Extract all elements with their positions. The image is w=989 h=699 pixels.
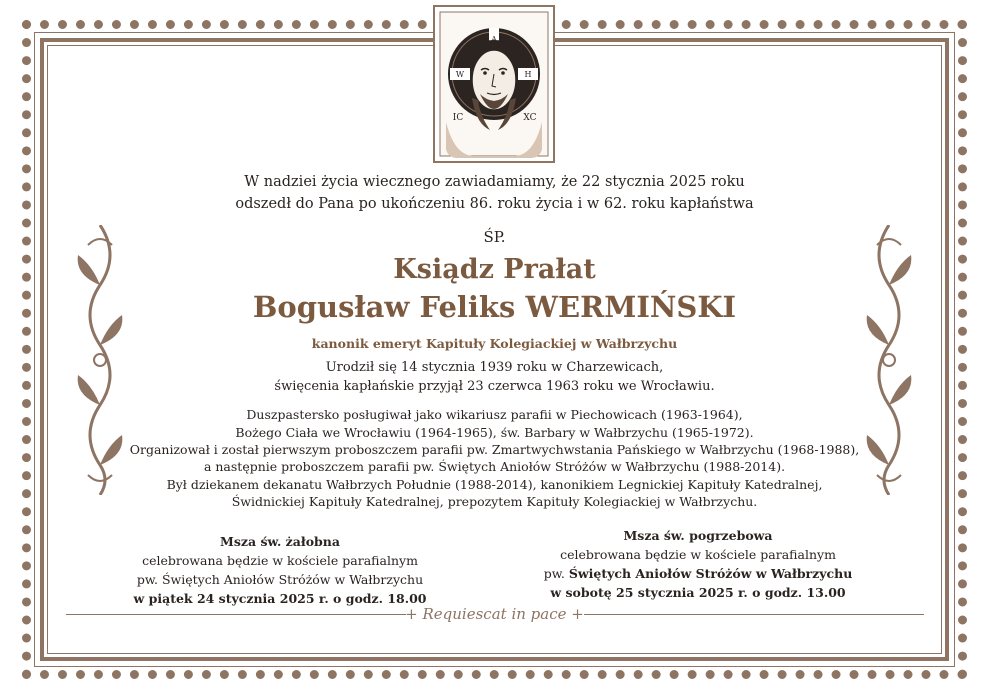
bio-service-line: Organizował i został pierwszym proboszczem parafii pw. Zmartwychwstania Pańskiego w Wałbrzychu (1968-1988),	[129, 442, 860, 457]
requiescat-in-pace: + Requiescat in pace +	[405, 605, 584, 623]
mass-funeral-block	[110, 532, 450, 608]
deceased-name: Bogusław Feliks WERMIŃSKI	[252, 290, 737, 324]
deceased-role: kanonik emeryt Kapituły Kolegiackiej w Wałbrzychu	[311, 336, 678, 351]
sp-prefix: ŚP.	[483, 228, 506, 246]
mass-burial-parish-name: Świętych Aniołów Stróżów w Wałbrzychu	[568, 566, 853, 581]
mass-burial-heading: Msza św. pogrzebowa	[623, 528, 773, 543]
mass-funeral-church-line: celebrowana będzie w kościele parafialnym	[142, 553, 418, 568]
svg-text:IC: IC	[452, 113, 464, 123]
svg-text:XC: XC	[523, 113, 537, 123]
mass-funeral-heading: Msza św. żałobna	[220, 534, 340, 549]
bio-birth-1: Urodził się 14 stycznia 1939 roku w Charzewicach,	[325, 360, 664, 375]
christ-icon	[432, 4, 556, 164]
mass-funeral-parish-line: pw. Świętych Aniołów Stróżów w Wałbrzychu	[136, 572, 424, 587]
bio-service-line: Duszpastersko posługiwał jako wikariusz parafii w Piechowicach (1963-1964),	[246, 407, 743, 422]
deceased-title: Ksiądz Prałat	[393, 254, 596, 285]
svg-text:A: A	[491, 35, 497, 44]
mass-burial-date: w sobotę 25 stycznia 2025 r. o godz. 13.00	[550, 585, 846, 600]
mass-burial-parish-prefix: pw.	[543, 566, 569, 581]
intro-line-1: W nadziei życia wiecznego zawiadamiamy, że 22 stycznia 2025 roku	[244, 174, 745, 190]
bio-service-line: a następnie proboszczem parafii pw. Świętych Aniołów Stróżów w Wałbrzychu (1988-2014).	[203, 459, 786, 474]
bio-birth-2: święcenia kapłańskie przyjął 23 czerwca 1963 roku we Wrocławiu.	[274, 379, 715, 394]
svg-text:H: H	[524, 70, 532, 79]
mass-funeral-date: w piątek 24 stycznia 2025 r. o godz. 18.00	[133, 591, 427, 606]
mass-burial-parish-line	[528, 564, 868, 583]
intro-line-2: odszedł do Pana po ukończeniu 86. roku życia i w 62. roku kapłaństwa	[235, 196, 754, 212]
mass-burial-block	[528, 526, 868, 602]
bio-service-line: Był dziekanem dekanatu Wałbrzych Południe (1988-2014), kanonikiem Legnickiej Kapituły Katedralnej,	[166, 477, 823, 492]
bio-service-line: Świdnickiej Kapituły Katedralnej, prepozytem Kapituły Kolegiackiej w Wałbrzychu.	[231, 494, 758, 509]
svg-text:W: W	[455, 70, 465, 79]
bio-service-line: Bożego Ciała we Wrocławiu (1964-1965), św. Barbary w Wałbrzychu (1965-1972).	[235, 425, 754, 440]
mass-burial-church-line: celebrowana będzie w kościele parafialnym	[560, 547, 836, 562]
